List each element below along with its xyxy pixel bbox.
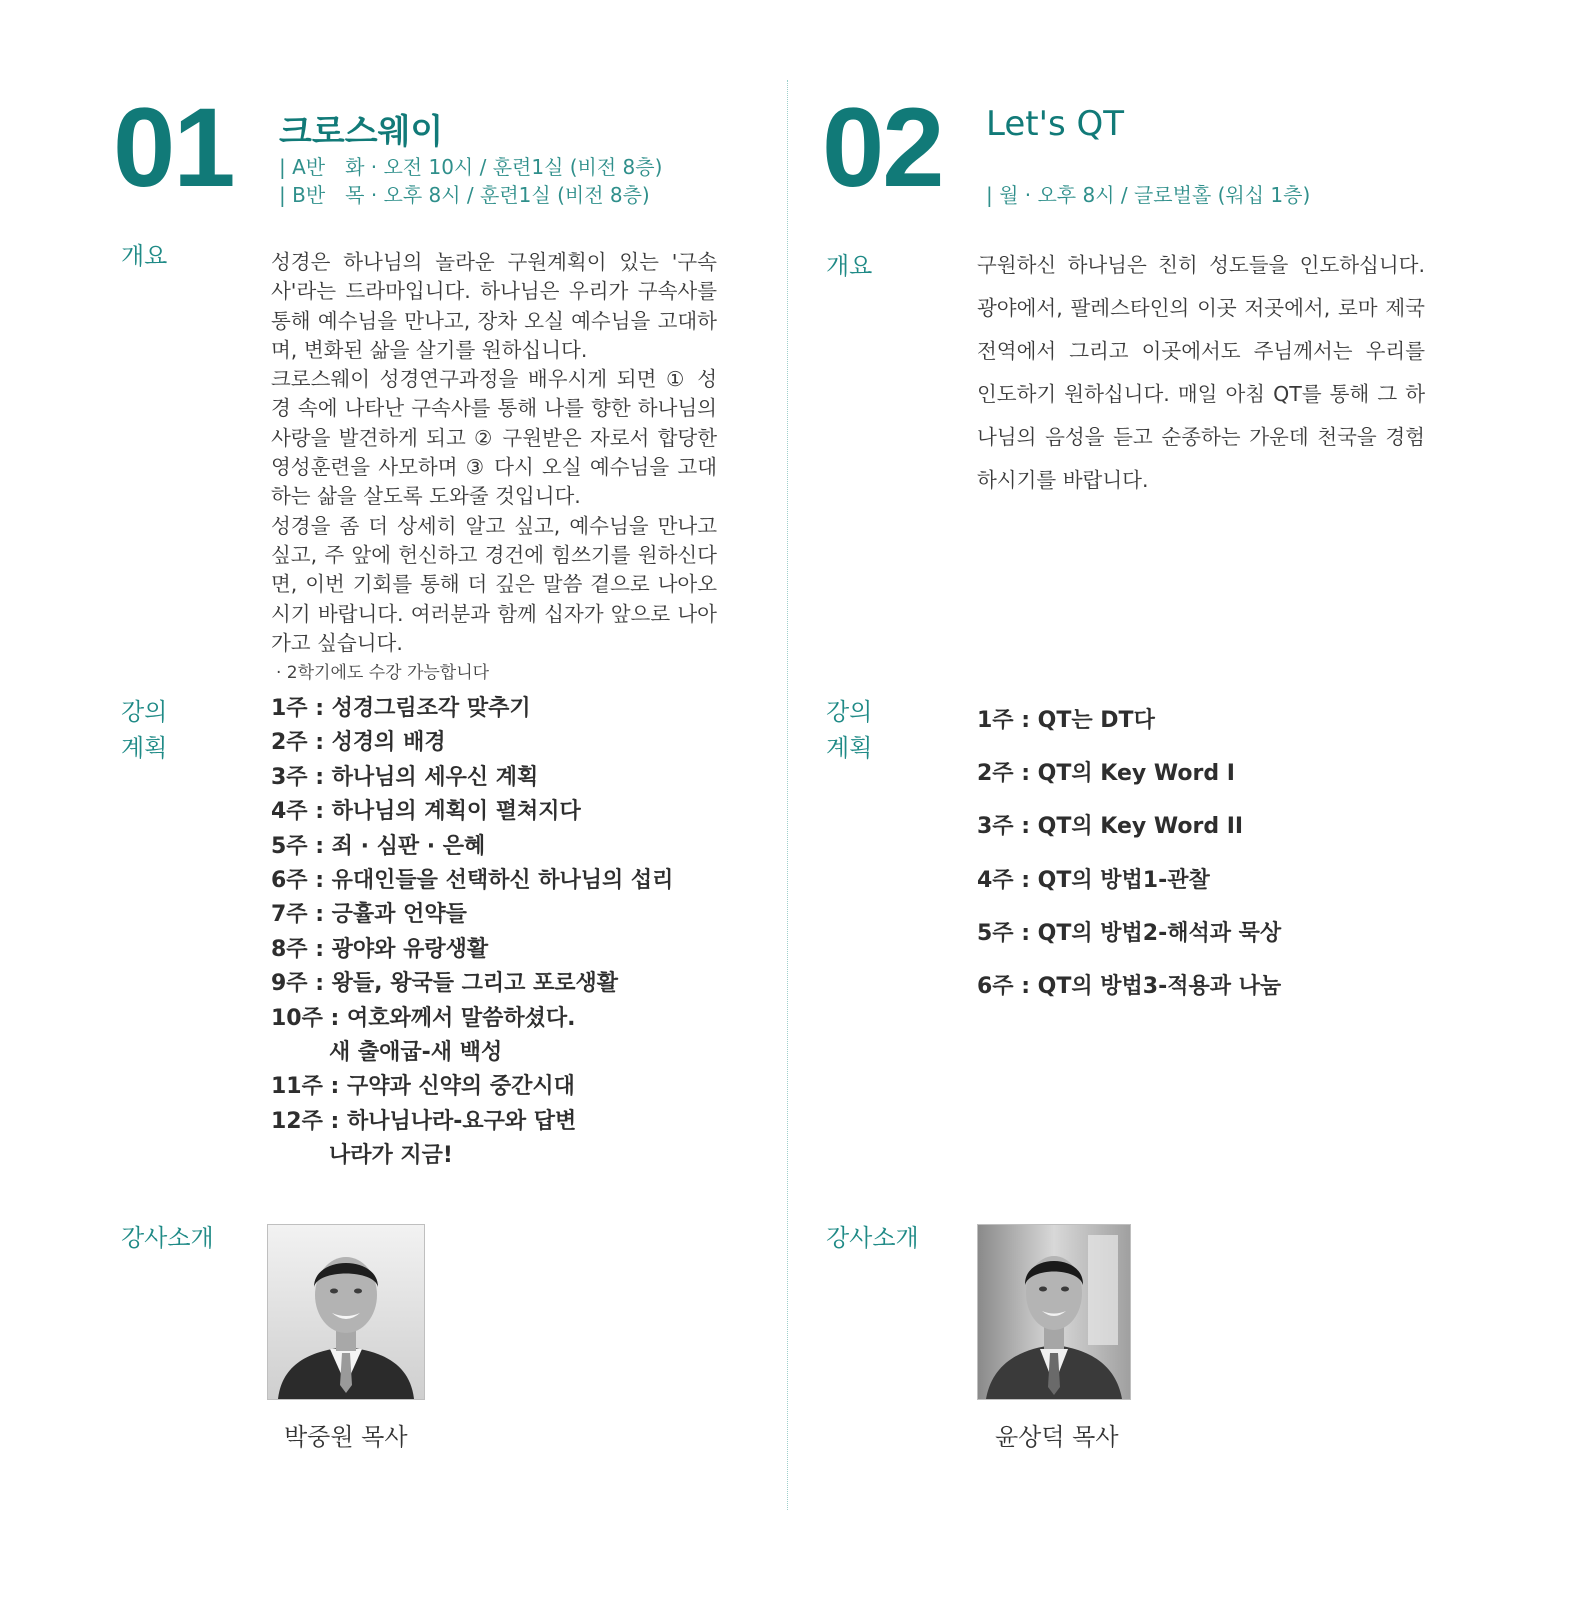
course-crossway	[0, 0, 787, 1622]
week-item: 3주 : 하나님의 세우신 계획	[271, 764, 539, 790]
week-item: 4주 : QT의 방법1-관찰	[977, 867, 1210, 893]
week-item: 1주 : 성경그림조각 맞추기	[271, 696, 531, 721]
overview-text	[271, 248, 717, 658]
schedule-line: | 월 · 오후 8시 / 글로벌홀 (워십 1층)	[986, 183, 1311, 207]
overview-paragraph: 구원하신 하나님은 친히 성도들을 인도하십니다. 광야에서, 팔레스타인의 이곳 저곳에서, 로마 제국 전역에서 그리고 이곳에서도 주님께서는 우리를 인도하기 원하십니다. 매일 아침 QT를 통해 그 하나님의 음성을 듣고 순종하는 가운데 천국을 경험하시기를 바랍니다.	[977, 253, 1425, 492]
overview-text	[977, 244, 1425, 502]
instructor-name: 윤상덕 목사	[995, 1423, 1119, 1451]
overview-paragraph: 크로스웨이 성경연구과정을 배우시게 되면 ① 성경 속에 나타난 구속사를 통해 나를 향한 하나님의 사랑을 발견하게 되고 ② 구원받은 자로서 합당한 영성훈련을 사모하며 ③ 다시 오실 예수님을 고대하는 삶을 살도록 도와줄 것입니다.	[271, 367, 717, 509]
week-item-continuation: 새 출애굽-새 백성	[329, 1040, 503, 1066]
week-item: 6주 : QT의 방법3-적용과 나눔	[977, 974, 1282, 1000]
week-item: 1주 : QT는 DT다	[977, 708, 1155, 733]
week-item: 11주 : 구약과 신약의 중간시대	[271, 1074, 575, 1100]
plan-label-line: 계획	[121, 734, 168, 762]
week-item-continuation: 나라가 지금!	[329, 1143, 453, 1169]
availability-note: · 2학기에도 수강 가능합니다	[276, 663, 490, 683]
week-item: 7주 : 긍휼과 언약들	[271, 902, 467, 928]
week-item: 2주 : QT의 Key Word I	[977, 761, 1235, 787]
plan-label	[121, 694, 167, 766]
schedule-line-a: | A반 화 · 오전 10시 / 훈련1실 (비전 8층)	[279, 155, 663, 179]
instructor-label: 강사소개	[826, 1224, 919, 1252]
plan-label-line: 강의	[826, 698, 873, 726]
week-item: 9주 : 왕들, 왕국들 그리고 포로생활	[271, 971, 619, 997]
lecture-plan-list	[271, 692, 673, 1174]
week-item: 5주 : QT의 방법2-해석과 묵상	[977, 920, 1282, 946]
week-item: 12주 : 하나님나라-요구와 답변	[271, 1108, 577, 1134]
week-item: 10주 : 여호와께서 말씀하셨다.	[271, 1005, 576, 1031]
course-title: Let's QT	[986, 104, 1124, 144]
week-item: 4주 : 하나님의 계획이 펼쳐지다	[271, 799, 581, 825]
plan-label	[826, 694, 872, 766]
plan-label-line: 강의	[121, 698, 168, 726]
instructor-name: 박중원 목사	[284, 1423, 408, 1451]
instructor-photo	[977, 1224, 1131, 1400]
lecture-plan-list	[977, 694, 1281, 1013]
portrait-image	[978, 1225, 1130, 1399]
overview-label: 개요	[121, 242, 168, 270]
course-number: 02	[822, 85, 943, 210]
overview-paragraph: 성경은 하나님의 놀라운 구원계획이 있는 '구속사'라는 드라마입니다. 하나님은 우리가 구속사를 통해 예수님을 만나고, 장차 오실 예수님을 고대하며, 변화된 삶을 살기를 원하십니다.	[271, 250, 717, 362]
week-item: 5주 : 죄 · 심판 · 은혜	[271, 833, 486, 859]
week-item: 3주 : QT의 Key Word II	[977, 814, 1244, 840]
course-number: 01	[113, 85, 234, 210]
week-item: 6주 : 유대인들을 선택하신 하나님의 섭리	[271, 868, 674, 894]
course-title: 크로스웨이	[279, 112, 444, 152]
course-lets-qt	[788, 0, 1575, 1622]
schedule-line-b: | B반 목 · 오후 8시 / 훈련1실 (비전 8층)	[279, 183, 650, 207]
plan-label-line: 계획	[826, 734, 873, 762]
week-item: 8주 : 광야와 유랑생활	[271, 936, 489, 962]
instructor-photo	[267, 1224, 425, 1400]
overview-label: 개요	[826, 252, 873, 280]
week-item: 2주 : 성경의 배경	[271, 730, 446, 756]
portrait-image	[268, 1225, 424, 1399]
instructor-label: 강사소개	[121, 1224, 214, 1252]
overview-paragraph: 성경을 좀 더 상세히 알고 싶고, 예수님을 만나고 싶고, 주 앞에 헌신하고 경건에 힘쓰기를 원하신다면, 이번 기회를 통해 더 깊은 말씀 곁으로 나아오시기 바랍니다. 여러분과 함께 십자가 앞으로 나아가고 싶습니다.	[271, 513, 717, 655]
